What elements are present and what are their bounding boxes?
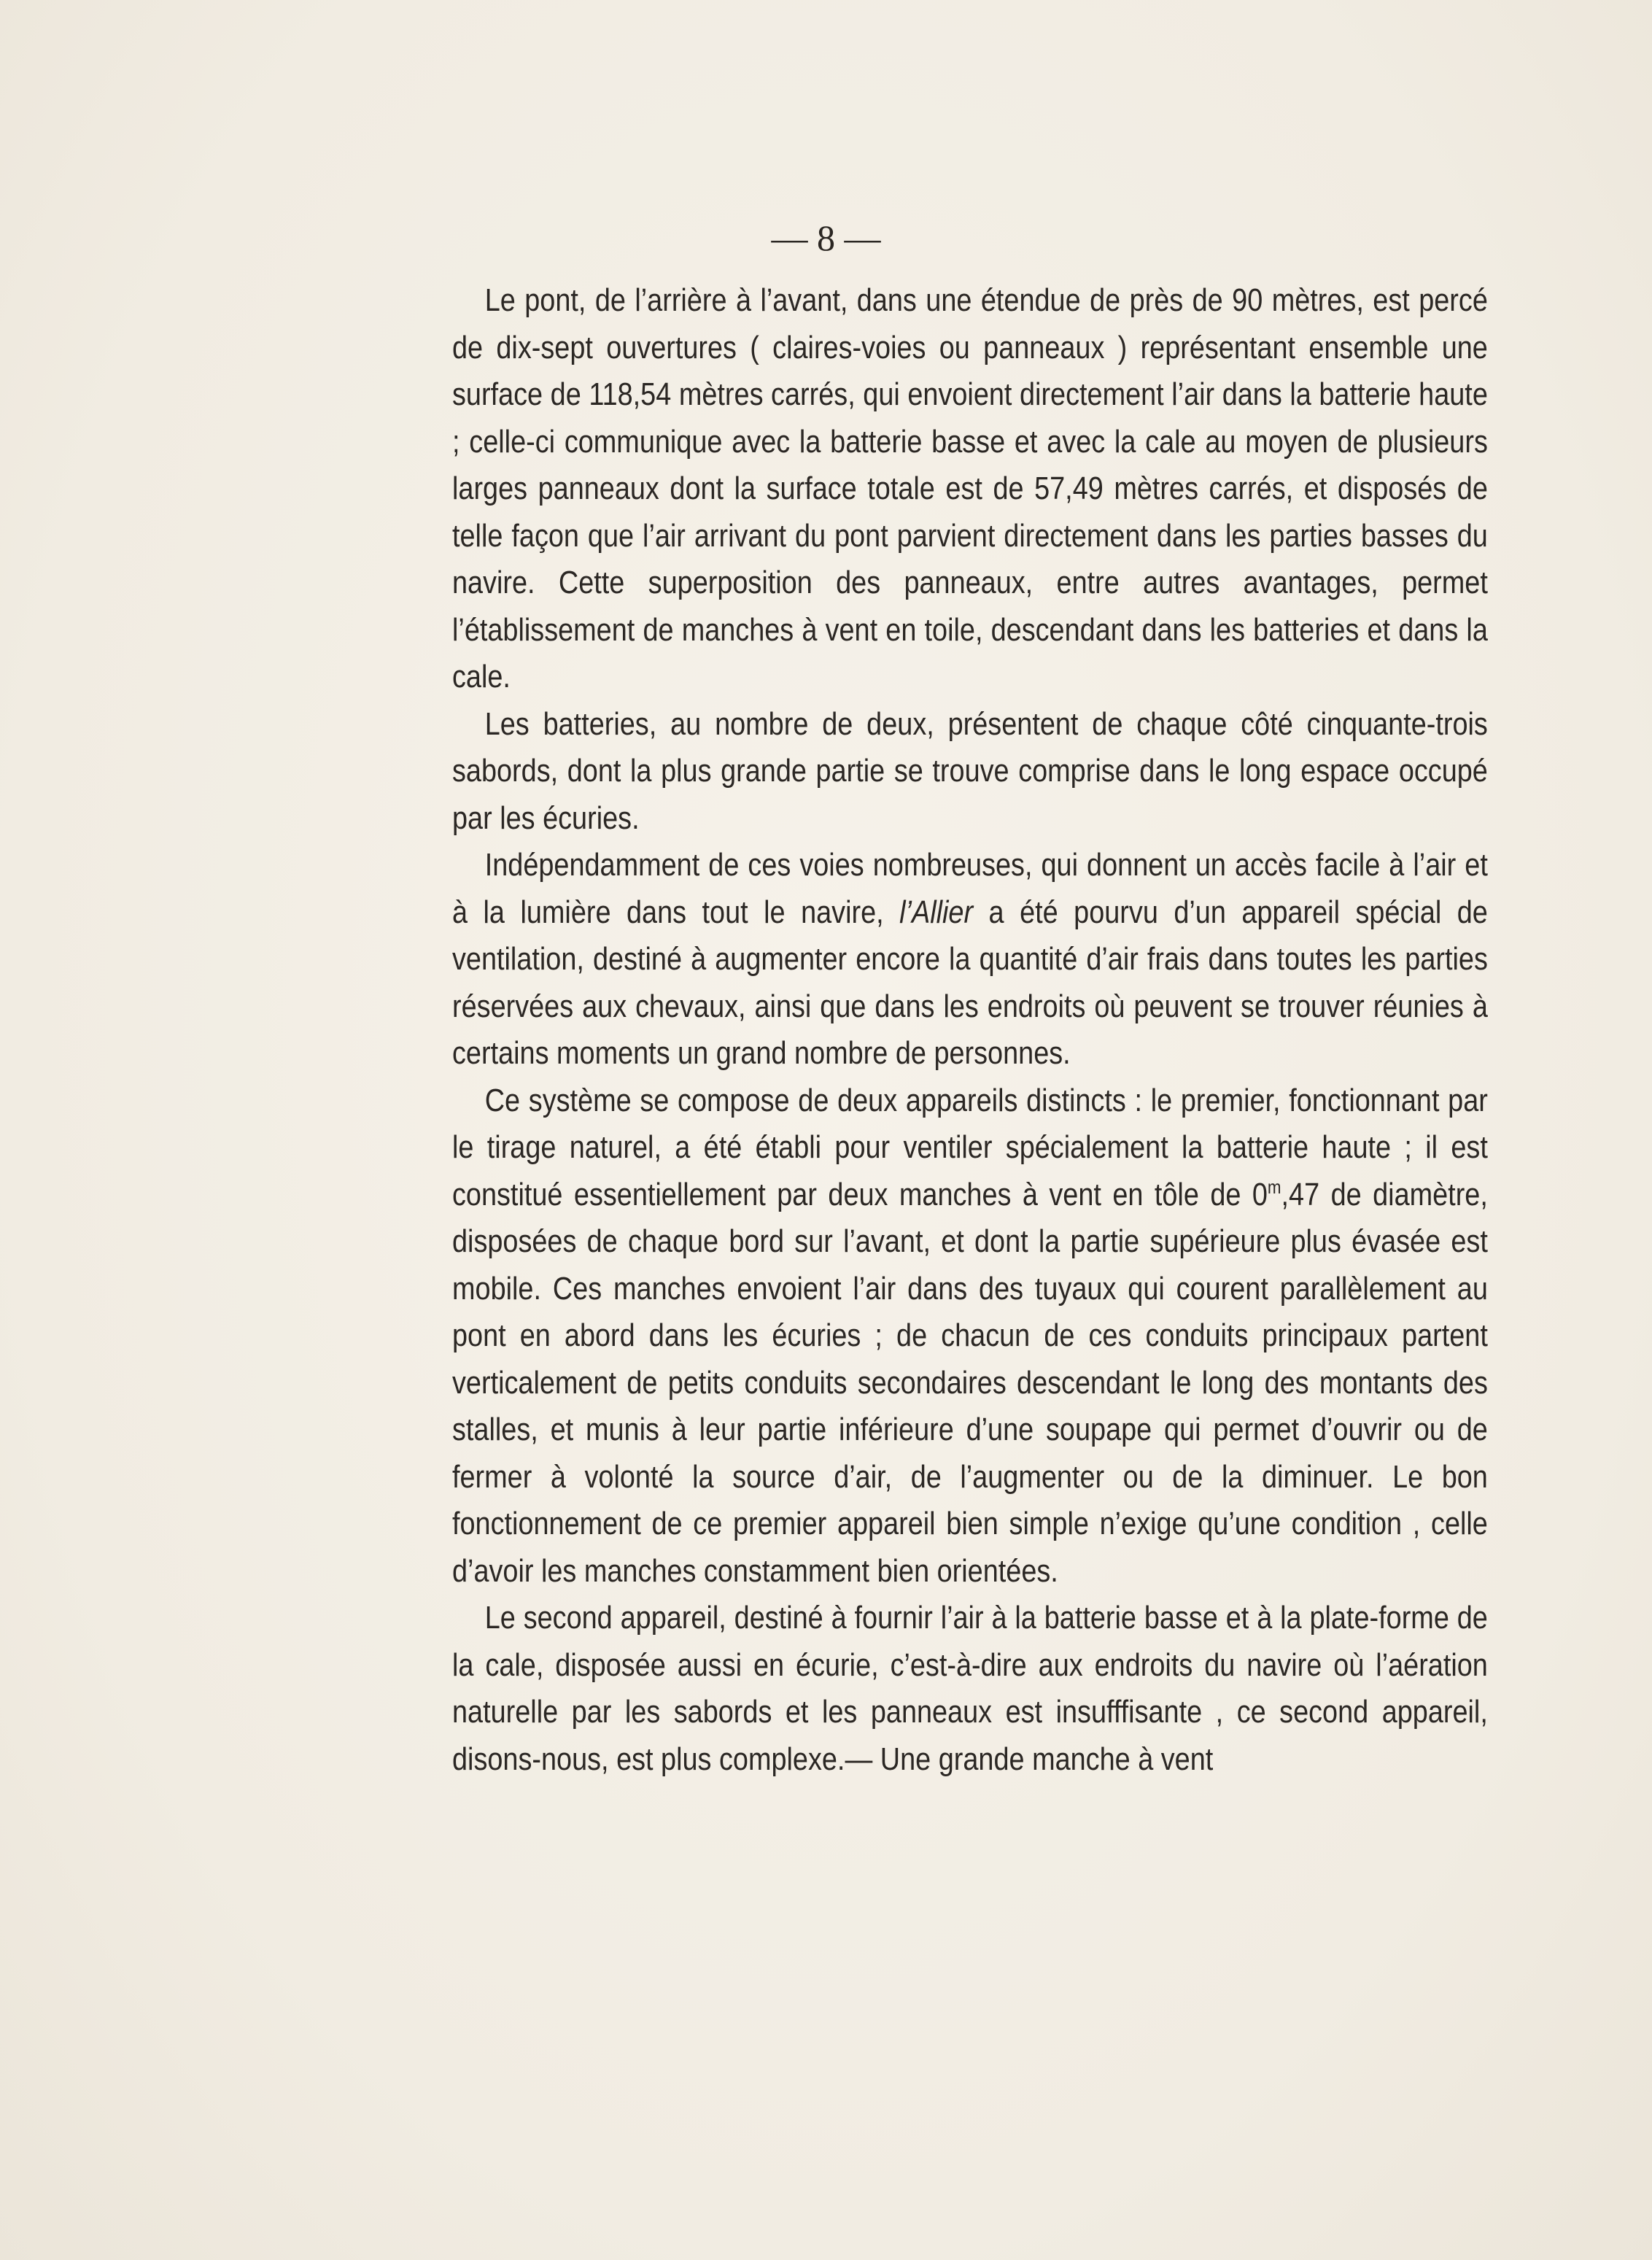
- paragraph-3: [452, 842, 1488, 1077]
- unit-superscript: m: [1267, 1175, 1281, 1198]
- page-number: — 8 —: [771, 217, 881, 258]
- paragraph-text: ,47 de diamètre, disposées de chaque bord sur l’avant, et dont la partie supérieure plus évasée est mobile. Ces manches envoient l’air dans des tuyaux qui courent parallèlement au pont en abord dans les écuries ; de chacun de ces conduits principaux partent verticalement de petits conduits secondaires descendant le long des montants des stalles, et munis à leur partie inférieure d’une soupape qui permet d’ouvrir ou de fermer à volonté la source d’air, de l’augmenter ou de la diminuer. Le bon fonctionnement de ce premier appareil bien simple n’exige qu’une condition , celle d’avoir les manches constamment bien orientées.: [452, 1176, 1488, 1589]
- paragraph-2: [452, 701, 1488, 843]
- paragraph-1: [452, 277, 1488, 701]
- paragraph-5: [452, 1595, 1488, 1783]
- paragraph-text: a été pourvu d’un appareil spécial de ventilation, destiné à augmenter encore la quantité d’air frais dans toutes les parties réservées aux chevaux, ainsi que dans les endroits où peuvent se trouver réunies à certains moments un grand nombre de personnes.: [452, 894, 1488, 1071]
- paragraph-text: Le second appareil, destiné à fournir l’air à la batterie basse et à la plate-forme de la cale, disposée aussi en écurie, c’est-à-dire aux endroits du navire où l’aération naturelle par les sabords et les panneaux est insufffisante , ce second appareil, disons-nous, est plus complexe.— Une grande manche à vent: [452, 1600, 1488, 1777]
- paragraph-text: Le pont, de l’arrière à l’avant, dans une étendue de près de 90 mètres, est percé de dix-sept ouvertures ( claires-voies ou panneaux ) représentant ensemble une surface de 118,54 mètres carrés, qui envoient directement l’air dans la batterie haute ; celle-ci communique avec la batterie basse et avec la cale au moyen de plusieurs larges panneaux dont la surface totale est de 57,49 mètres carrés, et disposés de telle façon que l’air arrivant du pont parvient directement dans les parties basses du navire. Cette superposition des panneaux, entre autres avantages, permet l’établissement de manches à vent en toile, descendant dans les batteries et dans la cale.: [452, 282, 1488, 694]
- ship-name: l’Allier: [899, 894, 974, 930]
- paragraph-text: Indépendamment de ces voies nombreuses, qui donnent un accès facile à l’air et à la lumière dans tout le navire,: [452, 847, 1488, 930]
- paragraph-text: Les batteries, au nombre de deux, présentent de chaque côté cinquante-trois sabords, dont la plus grande partie se trouve comprise dans le long espace occupé par les écuries.: [452, 705, 1488, 836]
- body-text: [452, 277, 1488, 1783]
- paragraph-text: Ce système se compose de deux appareils distincts : le premier, fonctionnant par le tirage naturel, a été établi pour ventiler spécialement la batterie haute ; il est constitué essentiellement par deux manches à vent en tôle de 0: [452, 1082, 1488, 1212]
- paragraph-4: [452, 1077, 1488, 1595]
